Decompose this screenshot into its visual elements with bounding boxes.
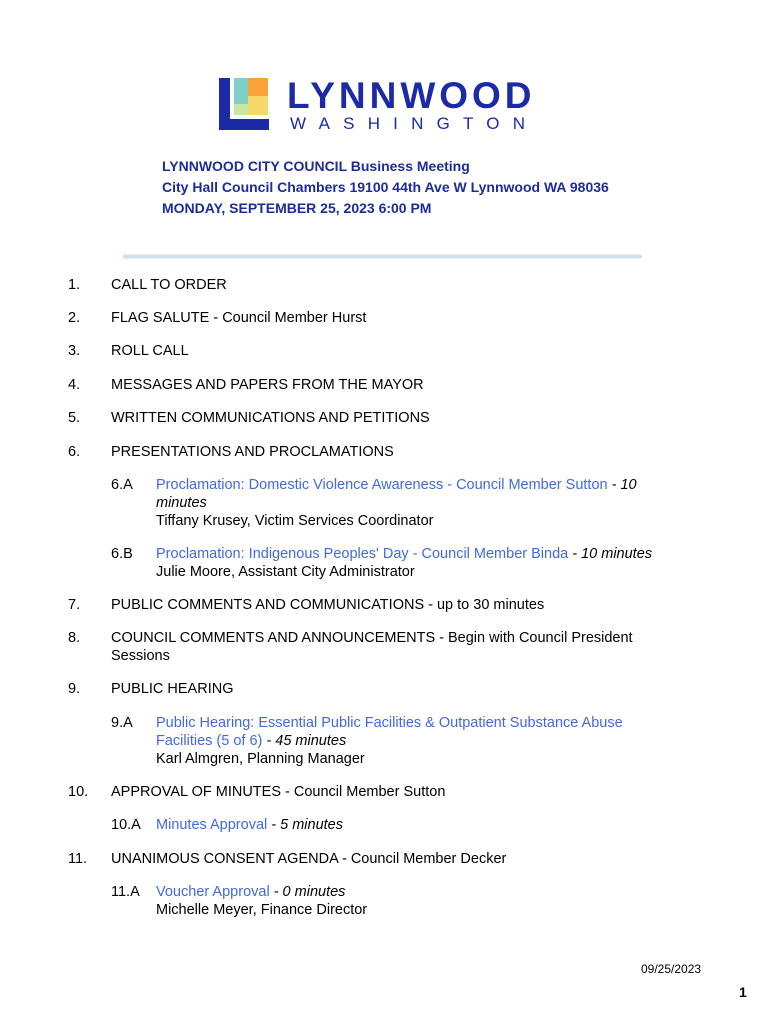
item-number: 2. (68, 310, 81, 326)
item-title: CALL TO ORDER (111, 277, 227, 293)
item-number: 6. (68, 444, 81, 460)
page-number: 1 (739, 984, 747, 1000)
subitem-body (156, 545, 686, 581)
item-number: 8. (68, 630, 81, 646)
item-title-continued: Sessions (111, 648, 170, 664)
subitem-duration: - 10 minutes (568, 546, 653, 562)
subitem-duration-continued: minutes (156, 495, 207, 511)
item-number: 7. (68, 597, 81, 613)
subitem-presenter: Julie Moore, Assistant City Administrator (156, 564, 415, 580)
item-title: APPROVAL OF MINUTES - Council Member Sutton (111, 784, 446, 800)
logo-wordmark-state: WASHINGTON (290, 114, 539, 133)
item-number: 3. (68, 343, 81, 359)
footer-date: 09/25/2023 (641, 962, 702, 976)
subitem-number: 6.B (111, 546, 133, 562)
subitem-presenter: Karl Almgren, Planning Manager (156, 751, 365, 767)
item-title: PRESENTATIONS AND PROCLAMATIONS (111, 444, 394, 460)
subitem-number: 11.A (111, 884, 140, 900)
subitem-presenter: Tiffany Krusey, Victim Services Coordinator (156, 513, 434, 529)
subitem-presenter: Michelle Meyer, Finance Director (156, 902, 368, 918)
subitem-body (156, 883, 686, 919)
item-number: 1. (68, 277, 81, 293)
item-number: 4. (68, 377, 81, 393)
item-number: 9. (68, 681, 81, 697)
header-divider (123, 254, 642, 259)
subitem-duration: - 10 (607, 477, 637, 493)
item-title: FLAG SALUTE - Council Member Hurst (111, 310, 367, 326)
subitem-number: 9.A (111, 715, 133, 731)
public-hearing-link[interactable]: Public Hearing: Essential Public Facilities & Outpatient Substance Abuse (156, 715, 623, 731)
public-hearing-link-continued[interactable]: Facilities (5 of 6) (156, 733, 263, 749)
indigenous-peoples-day-proclamation-link[interactable]: Proclamation: Indigenous Peoples' Day - Council Member Binda (156, 546, 569, 562)
meeting-header (162, 156, 609, 219)
meeting-title: LYNNWOOD CITY COUNCIL Business Meeting (162, 158, 470, 174)
meeting-location: City Hall Council Chambers 19100 44th Ave W Lynnwood WA 98036 (162, 179, 609, 195)
subitem-duration: - 5 minutes (267, 817, 343, 833)
item-title: COUNCIL COMMENTS AND ANNOUNCEMENTS - Begin with Council President (111, 630, 633, 646)
minutes-approval-link[interactable]: Minutes Approval (156, 817, 268, 833)
subitem-duration: - 45 minutes (262, 733, 347, 749)
subitem-number: 10.A (111, 817, 141, 833)
item-title: UNANIMOUS CONSENT AGENDA - Council Member Decker (111, 851, 507, 867)
item-number: 10. (68, 784, 89, 800)
meeting-datetime: MONDAY, SEPTEMBER 25, 2023 6:00 PM (162, 200, 432, 216)
item-number: 11. (68, 851, 88, 867)
item-title: ROLL CALL (111, 343, 189, 359)
logo-wordmark-name: LYNNWOOD (287, 75, 536, 116)
subitem-body (156, 714, 686, 768)
lynnwood-logo-mark-icon (217, 76, 277, 132)
subitem-number: 6.A (111, 477, 133, 493)
subitem-body (156, 476, 686, 530)
item-title: PUBLIC COMMENTS AND COMMUNICATIONS - up to 30 minutes (111, 597, 545, 613)
item-title: MESSAGES AND PAPERS FROM THE MAYOR (111, 377, 424, 393)
item-number: 5. (68, 410, 81, 426)
item-title: WRITTEN COMMUNICATIONS AND PETITIONS (111, 410, 430, 426)
voucher-approval-link[interactable]: Voucher Approval (156, 884, 270, 900)
subitem-body (156, 816, 686, 834)
subitem-duration: - 0 minutes (269, 884, 346, 900)
item-title: PUBLIC HEARING (111, 681, 234, 697)
domestic-violence-proclamation-link[interactable]: Proclamation: Domestic Violence Awareness - Council Member Sutton (156, 477, 608, 493)
city-logo (217, 76, 557, 136)
